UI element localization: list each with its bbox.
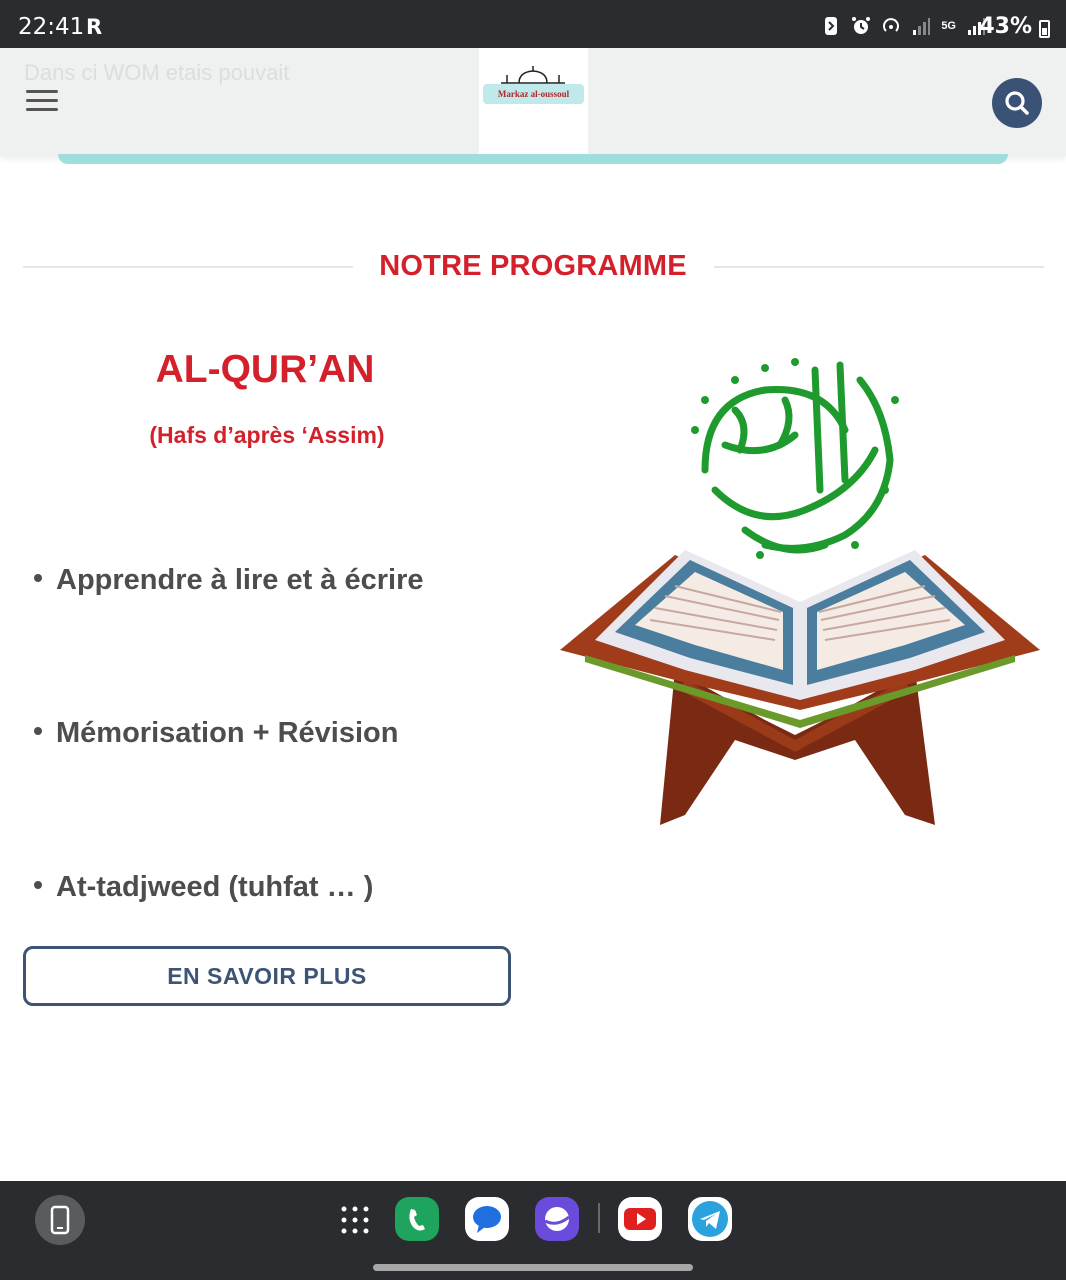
teal-banner-edge <box>58 154 1008 164</box>
battery-percent: 43% <box>979 14 1032 39</box>
program-item <box>34 564 424 597</box>
program-subtitle: (Hafs d’après ‘Assim) <box>149 422 385 448</box>
hamburger-icon[interactable] <box>26 88 58 114</box>
status-icons <box>821 16 986 36</box>
search-button[interactable] <box>992 78 1042 128</box>
search-icon <box>992 78 1042 128</box>
dock-divider <box>598 1203 600 1233</box>
alarm-icon <box>851 16 871 36</box>
program-item <box>34 717 398 750</box>
nfc-icon <box>821 16 841 36</box>
ticker-text: Dans ci WOM etais pouvait <box>24 60 290 85</box>
network-label: 5G <box>941 20 956 32</box>
program-title: AL-QUR’AN <box>155 348 375 391</box>
status-time: 22:41 <box>18 14 85 40</box>
youtube-app-icon[interactable] <box>618 1197 662 1241</box>
site-header <box>0 48 1066 156</box>
status-bar <box>0 0 1066 48</box>
internet-app-icon[interactable] <box>535 1197 579 1241</box>
mosque-dome-icon <box>501 66 565 84</box>
calligraphy-emblem <box>705 365 890 550</box>
learn-more-button[interactable]: EN SAVOIR PLUS <box>23 946 511 1006</box>
carrier-logo: R <box>86 15 103 39</box>
phone-app-icon[interactable] <box>395 1197 439 1241</box>
signal-icon <box>911 16 931 36</box>
program-item-label: Apprendre à lire et à écrire <box>56 564 424 596</box>
home-gesture-bar[interactable] <box>373 1264 693 1271</box>
android-nav-bar <box>0 1181 1066 1280</box>
program-item-label: At-tadjweed (tuhfat … ) <box>56 871 374 903</box>
quran-on-stand-illustration <box>555 340 1045 835</box>
section-divider-left <box>23 266 353 268</box>
battery-icon <box>1039 20 1050 38</box>
section-divider-right <box>714 266 1044 268</box>
telegram-app-icon[interactable] <box>688 1197 732 1241</box>
section-title: NOTRE PROGRAMME <box>379 250 687 282</box>
phone-outline-icon[interactable] <box>35 1195 85 1245</box>
program-item-label: Mémorisation + Révision <box>56 717 399 749</box>
site-logo[interactable] <box>479 48 588 156</box>
messages-app-icon[interactable] <box>465 1197 509 1241</box>
app-drawer-icon[interactable] <box>340 1205 370 1235</box>
logo-label: Markaz al-oussoul <box>483 84 584 104</box>
hotspot-icon <box>881 16 901 36</box>
program-item <box>34 871 373 904</box>
